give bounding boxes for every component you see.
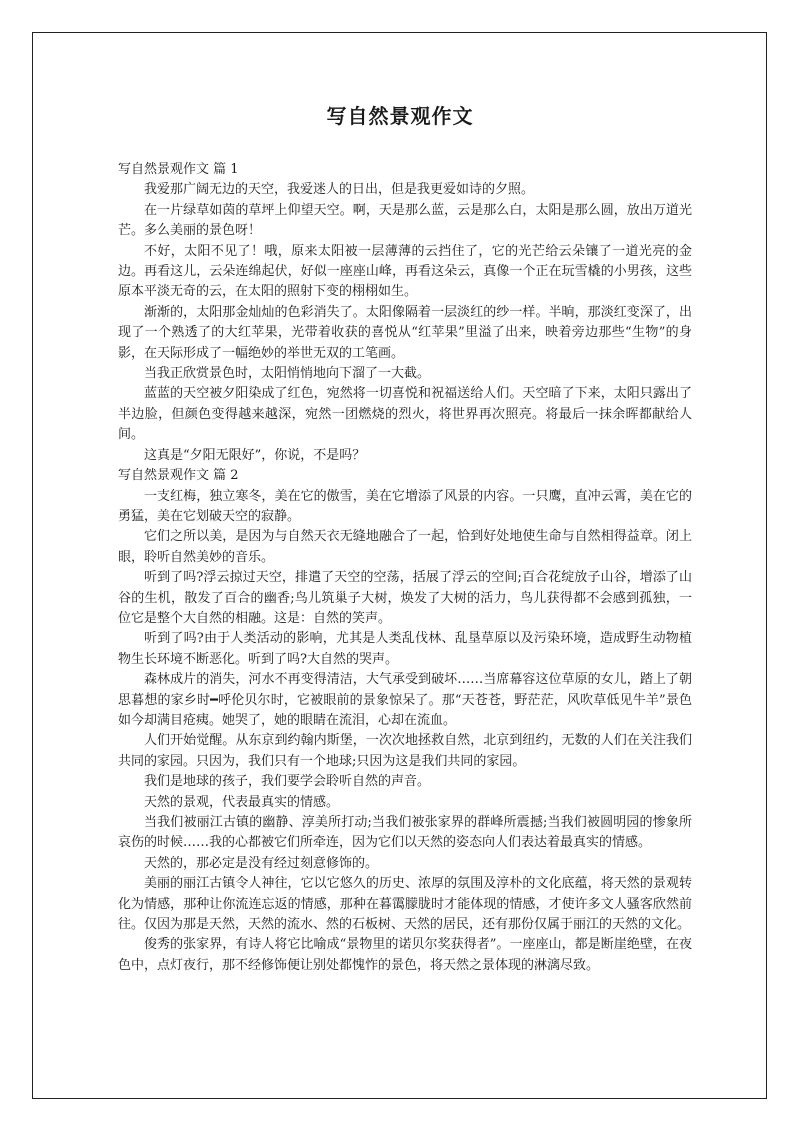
paragraph: 天然的，那必定是没有经过刻意修饰的。 (144, 855, 379, 871)
article-body (118, 160, 692, 976)
document-title: 写自然景观作文 (326, 104, 474, 128)
paragraph: 俊秀的张家界，有诗人将它比喻成“景物里的诺贝尔奖获得者”。一座座山，都是断崖绝壁，在夜色中，点灯夜行，那不经修饰便让别处都愧怍的景色，将天然之景体现的淋漓尽致。 (118, 937, 692, 973)
paragraph: 一支红梅，独立寒冬，美在它的傲雪，美在它增添了风景的内容。一只鹰，直冲云霄，美在它的勇猛，美在它划破天空的寂静。 (118, 488, 692, 524)
paragraph: 天然的景观，代表最真实的情感。 (144, 794, 340, 810)
paragraph: 当我正欣赏景色时，太阳悄悄地向下溜了一大截。 (144, 366, 431, 382)
paragraph: 蓝蓝的天空被夕阳染成了红色，宛然将一切喜悦和祝福送给人们。天空暗了下来，太阳只露出了半边脸，但颜色变得越来越深，宛然一团燃烧的烈火，将世界再次照亮。将最后一抹余晖都献给人间。 (118, 386, 692, 443)
paragraph: 这真是“夕阳无限好”，你说，不是吗？ (144, 447, 366, 463)
paragraph: 我爱那广阔无边的天空，我爱迷人的日出，但是我更爱如诗的夕照。 (144, 182, 535, 198)
section-heading: 写自然景观作文 篇 2 (118, 468, 239, 484)
paragraph: 当我们被丽江古镇的幽静、淳美所打动;当我们被张家界的群峰所震撼;当我们被圆明园的惨象所哀伤的时候……我的心都被它们所牵连，因为它们以天然的姿态向人们表达着最真实的情感。 (118, 815, 692, 851)
paragraph: 我们是地球的孩子，我们要学会聆听自然的声音。 (144, 774, 431, 790)
paragraph: 不好，太阳不见了！哦，原来太阳被一层薄薄的云挡住了，它的光芒给云朵镶了一道光亮的金边。再看这儿，云朵连绵起伏，好似一座座山峰，再看这朵云，真像一个正在玩雪橇的小男孩，这些原本平淡无奇的云，在太阳的照射下变的栩栩如生。 (118, 243, 692, 300)
section-heading: 写自然景观作文 篇 1 (118, 162, 239, 177)
paragraph: 渐渐的，太阳那金灿灿的色彩消失了。太阳像隔着一层淡红的纱一样。半晌，那淡红变深了，出现了一个熟透了的大红苹果，光带着收获的喜悦从“红苹果”里溢了出来，映着旁边那些“生物”的身影，在天际形成了一幅绝妙的举世无双的工笔画。 (118, 304, 692, 361)
paragraph: 森林成片的消失，河水不再变得清洁，大气承受到破坏……当席幕容这位草原的女儿，踏上了朝思暮想的家乡时━呼伦贝尔时，它被眼前的景象惊呆了。那“天苍苍，野茫茫，风吹草低见牛羊”景色如今却满目疮痍。她哭了，她的眼睛在流泪，心却在流血。 (118, 672, 692, 728)
paragraph: 在一片绿草如茵的草坪上仰望天空。啊，天是那么蓝，云是那么白，太阳是那么圆，放出万道光芒。多么美丽的景色呀！ (118, 202, 692, 239)
paragraph: 美丽的丽江古镇令人神往，它以它悠久的历史、浓厚的氛围及淳朴的文化底蕴，将天然的景观转化为情感，那种让你流连忘返的情感，那种在暮霭朦胧时才能体现的情感，才使许多文人骚客欣然前往。仅因为那是天然，天然的流水、然的石板树、天然的居民，还有那份仅属于丽江的天然的文化。 (118, 876, 692, 933)
paragraph: 人们开始觉醒。从东京到约翰内斯堡，一次次地拯救自然，北京到纽约，无数的人们在关注我们共同的家园。只因为，我们只有一个地球;只因为这是我们共同的家园。 (118, 733, 692, 769)
paragraph: 听到了吗?浮云掠过天空，排遣了天空的空荡，括展了浮云的空间;百合花绽放子山谷，增添了山谷的生机，散发了百合的幽香;鸟儿筑巢子大树，焕发了大树的活力，鸟儿获得都不会感到孤独，一位它是整个大自然的相融。这是：自然的笑声。 (118, 570, 692, 626)
paragraph: 听到了吗?由于人类活动的影响，尤其是人类乱伐林、乱垦草原以及污染环境，造成野生动物植物生长环境不断恶化。听到了吗?大自然的哭声。 (118, 631, 692, 667)
paragraph: 它们之所以美，是因为与自然天衣无缝地融合了一起，恰到好处地使生命与自然相得益章。闭上眼，聆听自然美妙的音乐。 (118, 529, 692, 565)
